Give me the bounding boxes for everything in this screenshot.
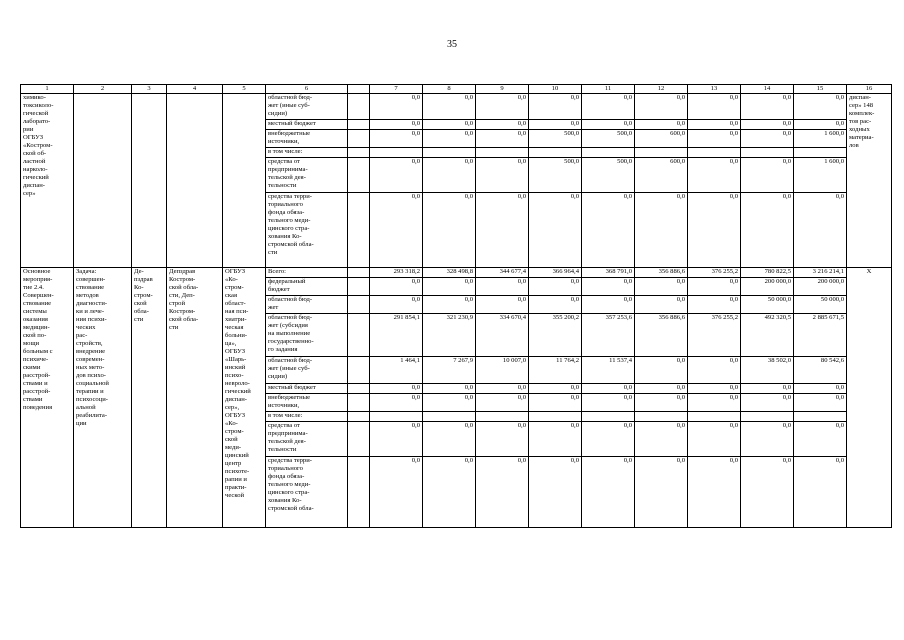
value-cell xyxy=(688,148,741,158)
funding-source-label: внебюджетные источники, xyxy=(266,394,348,412)
empty-cell xyxy=(348,394,370,412)
value-cell: 0,0 xyxy=(688,296,741,314)
value-cell: 0,0 xyxy=(529,384,582,394)
activity-name-cell: Основное мероприя- тие 2.4. Совершен- ствование системы оказания медицин- ской по- мощи больным с психиче- скими расстрой- ствами и расстрой- ствами поведения xyxy=(21,268,74,528)
value-cell: 0,0 xyxy=(423,130,476,148)
funding-source-label: федеральный бюджет xyxy=(266,278,348,296)
value-cell: 0,0 xyxy=(476,457,529,528)
empty-cell xyxy=(348,268,370,278)
value-cell: 0,0 xyxy=(635,384,688,394)
value-cell xyxy=(582,148,635,158)
funding-source-label: средства терри- ториального фонда обяза- тельного меди- цинского стра- хования Ко- стромской обла- xyxy=(266,457,348,528)
value-cell xyxy=(635,412,688,422)
value-cell: 492 320,5 xyxy=(741,314,794,357)
value-cell: 0,0 xyxy=(476,278,529,296)
value-cell: 600,0 xyxy=(635,130,688,148)
value-cell: 0,0 xyxy=(635,394,688,412)
value-cell: 10 007,0 xyxy=(476,357,529,384)
empty-cell xyxy=(348,158,370,193)
activity-name-cell: химико- токсиколо- гической лаборато- рии ОГБУЗ «Костром- ской об- ластной нарколо- гический диспан- сер» xyxy=(21,94,74,268)
value-cell: 0,0 xyxy=(741,457,794,528)
empty-cell xyxy=(348,412,370,422)
value-cell: 11 764,2 xyxy=(529,357,582,384)
value-cell: 321 230,9 xyxy=(423,314,476,357)
value-cell: 0,0 xyxy=(423,158,476,193)
value-cell: 0,0 xyxy=(794,193,847,268)
value-cell: 1 600,0 xyxy=(794,158,847,193)
value-cell: 0,0 xyxy=(476,158,529,193)
value-cell xyxy=(741,148,794,158)
funding-source-label: областной бюд- жет (иные суб- сидии) xyxy=(266,94,348,120)
value-cell: 500,0 xyxy=(582,130,635,148)
empty-cell xyxy=(348,148,370,158)
value-cell: 0,0 xyxy=(423,193,476,268)
value-cell: 80 542,6 xyxy=(794,357,847,384)
value-cell: 0,0 xyxy=(688,394,741,412)
value-cell: 0,0 xyxy=(423,422,476,457)
funding-source-label: средства от предпринима- тельской дея- тельности xyxy=(266,422,348,457)
column-header: 9 xyxy=(476,85,529,94)
value-cell xyxy=(476,412,529,422)
value-cell: 0,0 xyxy=(794,120,847,130)
value-cell xyxy=(476,148,529,158)
value-cell: 500,0 xyxy=(529,130,582,148)
value-cell xyxy=(794,148,847,158)
value-cell: 200 000,0 xyxy=(741,278,794,296)
value-cell: 0,0 xyxy=(635,422,688,457)
value-cell xyxy=(582,412,635,422)
value-cell: 0,0 xyxy=(688,422,741,457)
column-header: 4 xyxy=(167,85,223,94)
value-cell: 0,0 xyxy=(529,457,582,528)
value-cell: 7 267,9 xyxy=(423,357,476,384)
value-cell: 0,0 xyxy=(370,94,423,120)
value-cell: 0,0 xyxy=(635,278,688,296)
value-cell: 0,0 xyxy=(370,158,423,193)
value-cell: 500,0 xyxy=(582,158,635,193)
funding-source-label: местный бюджет xyxy=(266,120,348,130)
empty-cell xyxy=(348,120,370,130)
value-cell: 0,0 xyxy=(741,158,794,193)
value-cell: 0,0 xyxy=(635,94,688,120)
column-header: 12 xyxy=(635,85,688,94)
value-cell: 0,0 xyxy=(423,384,476,394)
column-header: 6 xyxy=(266,85,348,94)
empty-cell xyxy=(348,457,370,528)
value-cell: 0,0 xyxy=(582,193,635,268)
page-number: 35 xyxy=(447,39,457,50)
value-cell: 0,0 xyxy=(423,457,476,528)
value-cell: 0,0 xyxy=(688,278,741,296)
value-cell: 0,0 xyxy=(794,457,847,528)
value-cell: 0,0 xyxy=(476,193,529,268)
value-cell: 376 255,2 xyxy=(688,268,741,278)
value-cell: 0,0 xyxy=(635,193,688,268)
value-cell: 356 886,6 xyxy=(635,268,688,278)
value-cell: 0,0 xyxy=(476,394,529,412)
value-cell: 50 000,0 xyxy=(794,296,847,314)
value-cell xyxy=(794,412,847,422)
value-cell: 368 791,0 xyxy=(582,268,635,278)
empty-cell xyxy=(348,278,370,296)
value-cell: 0,0 xyxy=(635,296,688,314)
value-cell: 0,0 xyxy=(582,120,635,130)
value-cell: 0,0 xyxy=(582,94,635,120)
column-header: 11 xyxy=(582,85,635,94)
funding-source-label: областной бюд- жет xyxy=(266,296,348,314)
value-cell: 3 216 214,1 xyxy=(794,268,847,278)
value-cell: 0,0 xyxy=(688,94,741,120)
value-cell: 500,0 xyxy=(529,158,582,193)
empty-cell xyxy=(348,314,370,357)
value-cell: 0,0 xyxy=(370,394,423,412)
value-cell: 0,0 xyxy=(370,296,423,314)
funding-source-label: средства от предпринима- тельской дея- тельности xyxy=(266,158,348,193)
value-cell: 0,0 xyxy=(423,120,476,130)
value-cell: 0,0 xyxy=(582,422,635,457)
value-cell: 0,0 xyxy=(688,357,741,384)
value-cell: 0,0 xyxy=(635,457,688,528)
value-cell: 0,0 xyxy=(476,422,529,457)
value-cell: 334 670,4 xyxy=(476,314,529,357)
value-cell: 0,0 xyxy=(529,278,582,296)
column-header: 15 xyxy=(794,85,847,94)
empty-cell xyxy=(348,384,370,394)
value-cell: 0,0 xyxy=(423,394,476,412)
column-header: 8 xyxy=(423,85,476,94)
funding-source-label: областной бюд- жет (субсидия на выполнение государственно- го задания xyxy=(266,314,348,357)
value-cell xyxy=(635,148,688,158)
value-cell: 0,0 xyxy=(529,94,582,120)
value-cell: 0,0 xyxy=(423,94,476,120)
value-cell: 0,0 xyxy=(794,384,847,394)
value-cell: 291 854,1 xyxy=(370,314,423,357)
value-cell: 0,0 xyxy=(688,457,741,528)
value-cell: 0,0 xyxy=(370,457,423,528)
task-cell: Задача: совершен- ствование методов диагности- ки и лече- ния психи- ческих рас- стройств, внедрение современ- ных мето- дов психо- социальной терапии и психосоци- альной реабилита- ции xyxy=(74,268,132,528)
value-cell: 0,0 xyxy=(688,158,741,193)
column-header: 16 xyxy=(847,85,892,94)
value-cell: 0,0 xyxy=(688,120,741,130)
value-cell xyxy=(423,148,476,158)
value-cell: 200 000,0 xyxy=(794,278,847,296)
value-cell: 376 255,2 xyxy=(688,314,741,357)
value-cell: 0,0 xyxy=(582,457,635,528)
value-cell: 0,0 xyxy=(370,130,423,148)
column-header: 13 xyxy=(688,85,741,94)
table-row xyxy=(21,94,892,120)
funding-source-label: в том числе: xyxy=(266,148,348,158)
header-row xyxy=(21,85,892,94)
participants-cell: ОГБУЗ «Ко- стром- ская област- ная пси- хиатри- ческая больни- ца», ОГБУЗ «Шарь- инский психо- невроло- гический диспан- сер», ОГБУЗ «Ко- стром- ской меди- цинский центр психоте- рапии и практи- ческой xyxy=(223,268,266,528)
value-cell xyxy=(370,412,423,422)
value-cell: 0,0 xyxy=(529,296,582,314)
value-cell: 293 318,2 xyxy=(370,268,423,278)
coordinator-cell: Де- пздрав Ко- стром- ской обла- сти xyxy=(132,268,167,528)
value-cell: 0,0 xyxy=(688,384,741,394)
value-cell: 356 886,6 xyxy=(635,314,688,357)
value-cell xyxy=(370,148,423,158)
empty-cell xyxy=(348,357,370,384)
value-cell: 328 498,8 xyxy=(423,268,476,278)
funding-source-label: местный бюджет xyxy=(266,384,348,394)
value-cell: 0,0 xyxy=(529,120,582,130)
value-cell: 0,0 xyxy=(370,120,423,130)
program-table xyxy=(20,84,892,528)
value-cell: 0,0 xyxy=(741,130,794,148)
result-cell: Х xyxy=(847,268,892,528)
value-cell: 0,0 xyxy=(582,384,635,394)
value-cell: 0,0 xyxy=(370,193,423,268)
value-cell xyxy=(529,412,582,422)
value-cell xyxy=(741,412,794,422)
value-cell: 0,0 xyxy=(741,120,794,130)
value-cell: 355 200,2 xyxy=(529,314,582,357)
result-cell: диспан- сер» 148 комплек- тов рас- ходных материа- лов xyxy=(847,94,892,268)
value-cell: 0,0 xyxy=(794,94,847,120)
executor-cell: Депздрав Костром- ской обла- сти, Деп- строй Костром- ской обла- сти xyxy=(167,268,223,528)
value-cell: 366 964,4 xyxy=(529,268,582,278)
empty-cell xyxy=(132,94,167,268)
value-cell: 0,0 xyxy=(794,394,847,412)
value-cell: 0,0 xyxy=(476,130,529,148)
funding-source-label: в том числе: xyxy=(266,412,348,422)
empty-cell xyxy=(348,94,370,120)
empty-cell xyxy=(74,94,132,268)
value-cell: 780 822,5 xyxy=(741,268,794,278)
value-cell xyxy=(529,148,582,158)
value-cell: 0,0 xyxy=(741,384,794,394)
value-cell: 0,0 xyxy=(635,120,688,130)
value-cell: 0,0 xyxy=(370,422,423,457)
table-row xyxy=(21,268,892,278)
value-cell xyxy=(688,412,741,422)
value-cell: 1 600,0 xyxy=(794,130,847,148)
value-cell: 38 502,0 xyxy=(741,357,794,384)
value-cell: 11 537,4 xyxy=(582,357,635,384)
funding-source-label: средства терри- ториального фонда обяза- тельного меди- цинского стра- хования Ко- стромской обла- сти xyxy=(266,193,348,268)
column-header xyxy=(348,85,370,94)
value-cell: 357 253,6 xyxy=(582,314,635,357)
value-cell: 0,0 xyxy=(688,130,741,148)
funding-source-label: Всего: xyxy=(266,268,348,278)
value-cell: 0,0 xyxy=(741,94,794,120)
funding-source-label: областной бюд- жет (иные суб- сидии) xyxy=(266,357,348,384)
empty-cell xyxy=(348,296,370,314)
empty-cell xyxy=(348,193,370,268)
value-cell: 0,0 xyxy=(529,422,582,457)
value-cell: 0,0 xyxy=(582,296,635,314)
funding-source-label: внебюджетные источники, xyxy=(266,130,348,148)
column-header: 7 xyxy=(370,85,423,94)
column-header: 14 xyxy=(741,85,794,94)
empty-cell xyxy=(223,94,266,268)
column-header: 1 xyxy=(21,85,74,94)
value-cell: 0,0 xyxy=(476,384,529,394)
value-cell: 2 885 671,5 xyxy=(794,314,847,357)
value-cell: 600,0 xyxy=(635,158,688,193)
value-cell: 1 464,1 xyxy=(370,357,423,384)
value-cell: 0,0 xyxy=(370,278,423,296)
value-cell: 0,0 xyxy=(582,278,635,296)
value-cell: 0,0 xyxy=(476,296,529,314)
value-cell: 344 677,4 xyxy=(476,268,529,278)
value-cell: 0,0 xyxy=(582,394,635,412)
value-cell: 0,0 xyxy=(688,193,741,268)
value-cell: 0,0 xyxy=(476,94,529,120)
value-cell: 0,0 xyxy=(794,422,847,457)
value-cell xyxy=(423,412,476,422)
value-cell: 0,0 xyxy=(741,394,794,412)
column-header: 10 xyxy=(529,85,582,94)
column-header: 5 xyxy=(223,85,266,94)
value-cell: 0,0 xyxy=(529,193,582,268)
value-cell: 0,0 xyxy=(741,193,794,268)
empty-cell xyxy=(167,94,223,268)
value-cell: 0,0 xyxy=(370,384,423,394)
value-cell: 0,0 xyxy=(529,394,582,412)
value-cell: 0,0 xyxy=(423,296,476,314)
empty-cell xyxy=(348,422,370,457)
value-cell: 0,0 xyxy=(635,357,688,384)
column-header: 3 xyxy=(132,85,167,94)
empty-cell xyxy=(348,130,370,148)
value-cell: 0,0 xyxy=(423,278,476,296)
column-header: 2 xyxy=(74,85,132,94)
value-cell: 0,0 xyxy=(476,120,529,130)
value-cell: 50 000,0 xyxy=(741,296,794,314)
value-cell: 0,0 xyxy=(741,422,794,457)
